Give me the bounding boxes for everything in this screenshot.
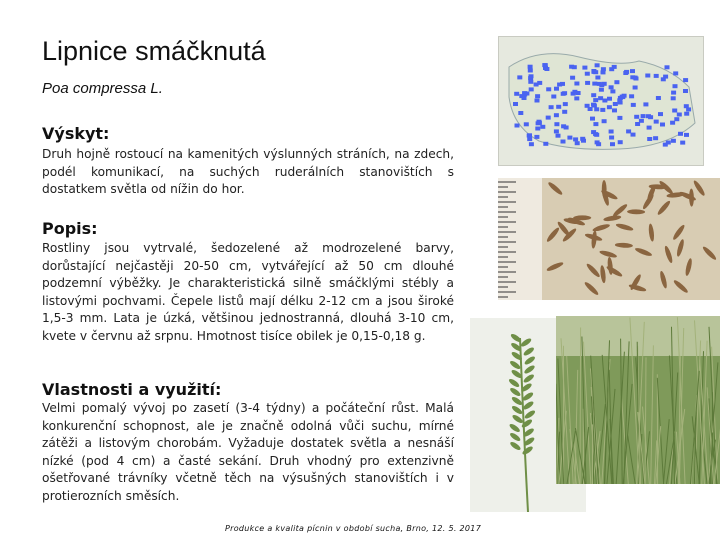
occurrence-dot: [593, 132, 598, 136]
section-text-occurrence: Druh hojně rostoucí na kamenitých výslunných stráních, na zdech, podél komunikací, na suchých ruderálních stanovištích s dostatkem světla od nížin do hor.: [42, 147, 454, 196]
spikelet: [520, 337, 533, 348]
section-heading-occurrence: Výskyt:: [42, 124, 110, 143]
occurrence-dot: [562, 110, 567, 114]
occurrence-dot: [556, 105, 561, 109]
seed-marks: [545, 179, 717, 296]
occurrence-dot: [554, 129, 559, 133]
spikelet: [509, 387, 522, 398]
occurrence-dot: [590, 117, 595, 121]
occurrence-dot: [595, 76, 600, 80]
occurrence-dot: [514, 92, 519, 96]
seed: [546, 261, 564, 273]
seed: [612, 203, 629, 218]
occurrence-dot: [683, 89, 688, 93]
occurrence-dot: [563, 102, 568, 106]
occurrence-dot: [535, 99, 540, 103]
occurrence-dot: [567, 136, 572, 140]
latin-name: Poa compressa L.: [42, 80, 163, 97]
occurrence-dot: [629, 94, 634, 98]
seed: [672, 224, 686, 241]
occurrence-dot: [670, 121, 675, 125]
seed: [605, 265, 623, 278]
occurrence-dot: [591, 103, 596, 107]
seed: [684, 258, 693, 277]
occurrence-dot: [528, 69, 533, 73]
occurrence-dot: [653, 136, 658, 140]
spikelet: [521, 418, 534, 429]
occurrence-dot: [613, 102, 618, 106]
seed: [547, 181, 564, 196]
occurrence-dot: [529, 142, 534, 146]
occurrence-dot: [602, 119, 607, 123]
occurrence-dot: [647, 137, 652, 141]
occurrence-dot: [593, 122, 598, 126]
occurrence-dot: [585, 81, 590, 85]
occurrence-dot: [645, 74, 650, 78]
occurrence-dot: [543, 142, 548, 146]
occurrence-dot: [631, 103, 636, 107]
spikelet: [508, 378, 521, 389]
occurrence-dot: [518, 111, 523, 115]
spikelet: [522, 373, 535, 384]
seed: [634, 247, 653, 258]
occurrence-dot: [633, 86, 638, 90]
occurrence-dot: [554, 113, 559, 117]
occurrence-dot: [562, 91, 567, 95]
occurrence-dot: [654, 74, 659, 78]
occurrence-dot: [641, 114, 646, 118]
distribution-map-svg: [499, 37, 703, 165]
occurrence-dot: [572, 90, 577, 94]
occurrence-dot: [607, 97, 612, 101]
occurrence-dot: [540, 125, 545, 129]
seed: [627, 209, 645, 214]
seed: [603, 215, 622, 223]
seed: [583, 281, 599, 297]
occurrence-dot: [631, 133, 636, 137]
occurrence-dot: [575, 141, 580, 145]
occurrence-dot: [630, 69, 635, 73]
occurrence-dot: [658, 112, 663, 116]
occurrence-dot: [593, 98, 598, 102]
occurrence-dot: [592, 82, 597, 86]
section-heading-properties: Vlastnosti a využití:: [42, 380, 222, 399]
occurrence-dot: [609, 130, 614, 134]
occurrence-dot: [609, 67, 614, 71]
seed: [656, 199, 671, 216]
occurrence-dot: [684, 133, 689, 137]
occurrence-dot: [574, 82, 579, 86]
occurrence-dot: [515, 124, 520, 128]
occurrence-dot: [680, 141, 685, 145]
seeds-svg: [498, 178, 720, 300]
occurrence-dot: [678, 132, 683, 136]
occurrence-dot: [600, 108, 605, 112]
occurrence-dot: [673, 71, 678, 75]
seed: [615, 242, 633, 248]
occurrence-dot: [527, 137, 532, 141]
occurrence-dot: [610, 89, 615, 93]
occurrence-dot: [683, 78, 688, 82]
spikelet: [524, 409, 537, 420]
spikelet: [511, 405, 524, 416]
occurrence-dot: [660, 123, 665, 127]
occurrence-dot: [671, 91, 676, 95]
occurrence-dot: [534, 135, 539, 139]
spikelet: [508, 423, 521, 434]
occurrence-dot: [574, 96, 579, 100]
occurrence-dot: [537, 120, 542, 124]
section-text-description: Rostliny jsou vytrvalé, šedozelené až modrozelené barvy, dorůstající nejčastěji 20-50 cm, vytvářející až 50 cm dlouhé podzemní výběžky. Je charakteristická silně smáčklými stébly a listovými pochvami. Čepele listů mají délku 2-12 cm a jsou široké 1,5-3 mm. Lata je úzká, většinou jednostranná, dlouhá 3-10 cm, kvete v červnu až srpnu. Hmotnost tisíce obilek je 0,15-0,18 g.: [42, 241, 454, 343]
occurrence-dot: [517, 75, 522, 79]
occurrence-dot: [554, 122, 559, 126]
occurrence-dot: [665, 65, 670, 69]
spikelet: [522, 346, 535, 357]
occurrence-dot: [546, 116, 551, 120]
occurrence-dot: [623, 71, 628, 75]
occurrence-dot: [672, 109, 677, 113]
occurrence-dot: [646, 114, 651, 118]
occurrence-dot: [585, 72, 590, 76]
occurrence-dot: [543, 63, 548, 67]
grass-blade: [559, 411, 566, 484]
grass-blade: [580, 328, 581, 485]
occurrence-dot: [528, 65, 533, 69]
spikelet: [509, 360, 522, 371]
occurrence-dot: [557, 83, 562, 87]
occurrence-dot: [639, 119, 644, 123]
seed: [545, 226, 560, 243]
occurrence-dot: [609, 136, 614, 140]
spikelet: [509, 441, 522, 452]
occurrence-dot: [610, 142, 615, 146]
occurrence-dot: [549, 105, 554, 109]
occurrence-dot: [684, 112, 689, 116]
seed: [615, 222, 634, 232]
occurrence-dot: [535, 94, 540, 98]
occurrence-dot: [599, 88, 604, 92]
occurrence-dot: [677, 113, 682, 117]
seed: [663, 245, 673, 264]
occurrence-dot: [656, 96, 661, 100]
spikelet: [511, 414, 524, 425]
seed: [701, 245, 717, 261]
section-text-properties: Velmi pomalý vývoj po zasetí (3-4 týdny) a počáteční růst. Malá konkurenční schopnost, ale je značně odolná vůči suchu, mírné zátěži a listovým chorobám. Vyžaduje dostatek světla a nesnáší nízké (pod 4 cm) a časté sekání. Druh vhodný pro extenzivně ošetřované trávníky včetně těch na výsušných stanovištích i v protierozních směsích.: [42, 401, 454, 503]
seed: [692, 179, 706, 197]
occurrence-dot: [585, 104, 590, 108]
occurrence-dot: [592, 70, 597, 74]
occurrence-dot: [654, 120, 659, 124]
grass-blade: [628, 436, 636, 485]
occurrence-dot: [607, 105, 612, 109]
grass-blade: [651, 345, 654, 484]
occurrence-dot: [554, 87, 559, 91]
occurrence-dot: [612, 108, 617, 112]
occurrence-dot: [594, 107, 599, 111]
occurrence-dot: [599, 83, 604, 87]
occurrence-dot: [663, 143, 668, 147]
occurrence-dot: [522, 91, 527, 95]
spikelet: [523, 355, 536, 366]
occurrence-dot: [626, 129, 631, 133]
occurrence-dot: [684, 104, 689, 108]
occurrence-dot: [513, 102, 518, 106]
occurrence-dot: [643, 102, 648, 106]
occurrence-dot: [647, 126, 652, 130]
occurrence-dot: [528, 80, 533, 84]
occurrence-dot: [561, 124, 566, 128]
footer-note: Produkce a kvalita pícnin v období sucha, Brno, 12. 5. 2017: [225, 524, 482, 533]
occurrence-dot: [622, 94, 627, 98]
occurrence-dot: [556, 134, 561, 138]
occurrence-dot: [595, 63, 600, 67]
occurrence-dot: [535, 127, 540, 131]
occurrence-dot: [618, 140, 623, 144]
occurrence-dot: [673, 84, 678, 88]
occurrence-dot: [634, 77, 639, 81]
occurrence-dot: [529, 87, 534, 91]
grass-svg: [556, 316, 720, 484]
occurrence-dot: [614, 80, 619, 84]
distribution-map-image: [498, 36, 704, 166]
occurrence-dot: [671, 96, 676, 100]
spikelet: [511, 396, 524, 407]
occurrence-dot: [596, 142, 601, 146]
occurrence-dot: [617, 116, 622, 120]
seed: [676, 239, 686, 258]
occurrence-dot: [601, 70, 606, 74]
occurrence-dot: [598, 96, 603, 100]
occurrence-dot: [618, 101, 623, 105]
spikelet: [521, 445, 534, 456]
seed: [600, 265, 607, 283]
occurrence-dot: [591, 93, 596, 97]
seed: [599, 249, 618, 259]
occurrence-dot: [661, 77, 666, 81]
occurrence-dot: [671, 139, 676, 143]
seed: [672, 279, 689, 294]
occurrence-dot: [582, 66, 587, 70]
occurrence-dot: [527, 134, 532, 138]
spikelet: [523, 364, 536, 375]
occurrence-dot: [537, 81, 542, 85]
occurrence-dot: [580, 137, 585, 141]
seed: [592, 223, 611, 233]
occurrence-dot: [561, 140, 566, 144]
seed: [573, 215, 591, 220]
seed: [585, 262, 601, 278]
occurrence-dot: [524, 122, 529, 126]
occurrence-dot: [634, 115, 639, 119]
occurrence-dot: [609, 85, 614, 89]
seed: [602, 180, 607, 198]
occurrence-dot: [572, 65, 577, 69]
page-title: Lipnice smáčknutá: [42, 36, 266, 66]
occurrence-dot: [529, 74, 534, 78]
spikelet: [509, 432, 522, 443]
occurrence-dot: [573, 137, 578, 141]
seed: [659, 270, 668, 289]
seed: [648, 223, 655, 241]
seeds-photo: [498, 178, 720, 300]
occurrence-dot: [602, 99, 607, 103]
occurrence-dot: [546, 87, 551, 91]
grass-field-photo: [556, 316, 720, 484]
occurrence-dot: [551, 95, 556, 99]
section-heading-description: Popis:: [42, 219, 98, 238]
occurrence-dot: [570, 76, 575, 80]
occurrence-dot: [674, 117, 679, 121]
